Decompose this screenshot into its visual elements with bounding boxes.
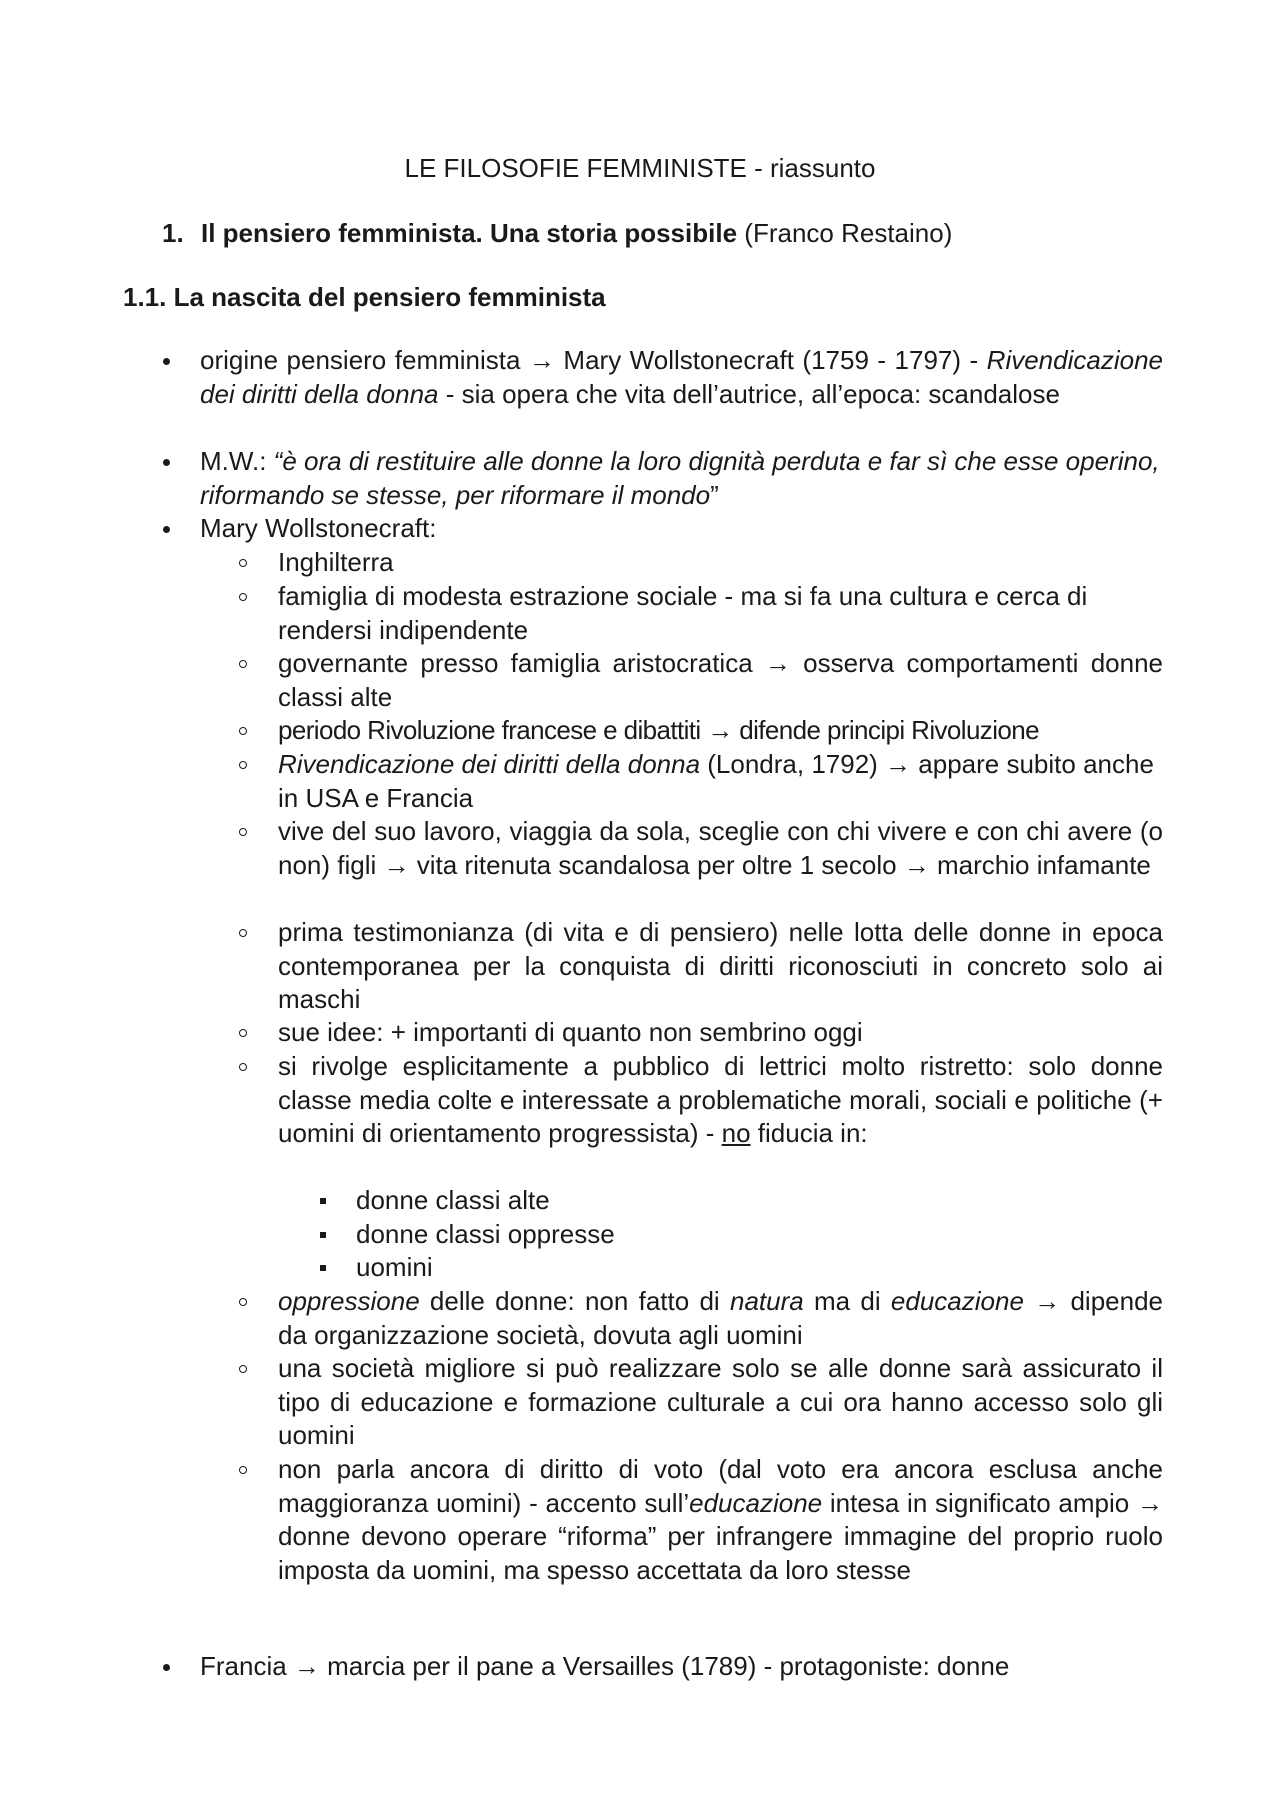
sub-list-item: vive del suo lavoro, viaggia da sola, sceglie con chi vivere e con chi avere (o non) figli → vita ritenuta scandalosa per oltre 1 secolo → marchio infamante [278,816,1163,880]
bullet-square-icon [320,1184,326,1218]
list-item: origine pensiero femminista → Mary Wollstonecraft (1759 - 1797) - Rivendicazione dei diritti della donna - sia opera che vita dell’autrice, all’epoca: scandalose [200,345,1163,409]
sub-list-item: periodo Rivoluzione francese e dibattiti → difende principi Rivoluzione [278,715,1039,745]
bullet-ring-icon [239,1352,247,1386]
bullet-dot-icon [163,445,170,479]
sub-list-item: Inghilterra [278,547,394,577]
sub-list-item: sue idee: + importanti di quanto non sembrino oggi [278,1017,863,1047]
sub-list-item: non parla ancora di diritto di voto (dal voto era ancora esclusa anche maggioranza uomini) - accento sull’educazione intesa in significato ampio → donne devono operare “riforma” per infrangere immagine del proprio ruolo imposta da uomini, ma spesso accettata da loro stesse [278,1454,1164,1585]
list-item: M.W.: “è ora di restituire alle donne la loro dignità perduta e far sì che esse operino, riformando se stesse, per riformare il mondo” [200,446,1160,510]
chapter-title: Il pensiero femminista. Una storia possibile [201,218,738,248]
sub-list-item: Rivendicazione dei diritti della donna (Londra, 1792) → appare subito anche in USA e Francia [278,749,1154,813]
sub-list-item: famiglia di modesta estrazione sociale - ma si fa una cultura e cerca di rendersi indipendente [278,581,1088,645]
sub-list-item: una società migliore si può realizzare solo se alle donne sarà assicurato il tipo di educazione e formazione culturale a cui ora hanno accesso solo gli uomini [278,1353,1163,1451]
bullet-dot-icon [163,1650,170,1684]
bullet-square-icon [320,1218,326,1252]
bullet-dot-icon [163,512,170,546]
sub-list-item: oppressione delle donne: non fatto di natura ma di educazione → dipende da organizzazione società, dovuta agli uomini [278,1286,1163,1350]
bullet-ring-icon [239,647,247,681]
bullet-dot-icon [163,344,170,378]
bullet-ring-icon [239,1453,247,1487]
bullet-ring-icon [239,1285,247,1319]
sub-list-item: governante presso famiglia aristocratica → osserva comportamenti donne classi alte [278,648,1163,712]
list-item: Francia → marcia per il pane a Versailles (1789) - protagoniste: donne [200,1651,1010,1681]
chapter-author: (Franco Restaino) [744,218,953,248]
list-item: Mary Wollstonecraft: [200,513,437,543]
sub-sub-list-item: donne classi oppresse [356,1219,615,1249]
section-heading: 1.1. La nascita del pensiero femminista [123,282,606,312]
sub-list-item: si rivolge esplicitamente a pubblico di lettrici molto ristretto: solo donne classe media colte e interessate a problematiche morali, sociali e politiche (+ uomini di orientamento progressista) - no fiducia in: [278,1051,1163,1149]
bullet-square-icon [320,1251,326,1285]
bullet-ring-icon [239,815,247,849]
bullet-ring-icon [239,1050,247,1084]
bullet-ring-icon [239,1016,247,1050]
bullet-ring-icon [239,714,247,748]
chapter-heading [162,217,952,249]
sub-sub-list-item: uomini [356,1252,433,1282]
document-title: LE FILOSOFIE FEMMINISTE - riassunto [404,153,876,183]
chapter-number: 1. [162,218,184,248]
sub-sub-list-item: donne classi alte [356,1185,550,1215]
bullet-ring-icon [239,916,247,950]
bullet-ring-icon [239,546,247,580]
bullet-ring-icon [239,748,247,782]
sub-list-item: prima testimonianza (di vita e di pensiero) nelle lotta delle donne in epoca contemporanea per la conquista di diritti riconosciuti in concreto solo ai maschi [278,917,1163,1015]
bullet-ring-icon [239,580,247,614]
